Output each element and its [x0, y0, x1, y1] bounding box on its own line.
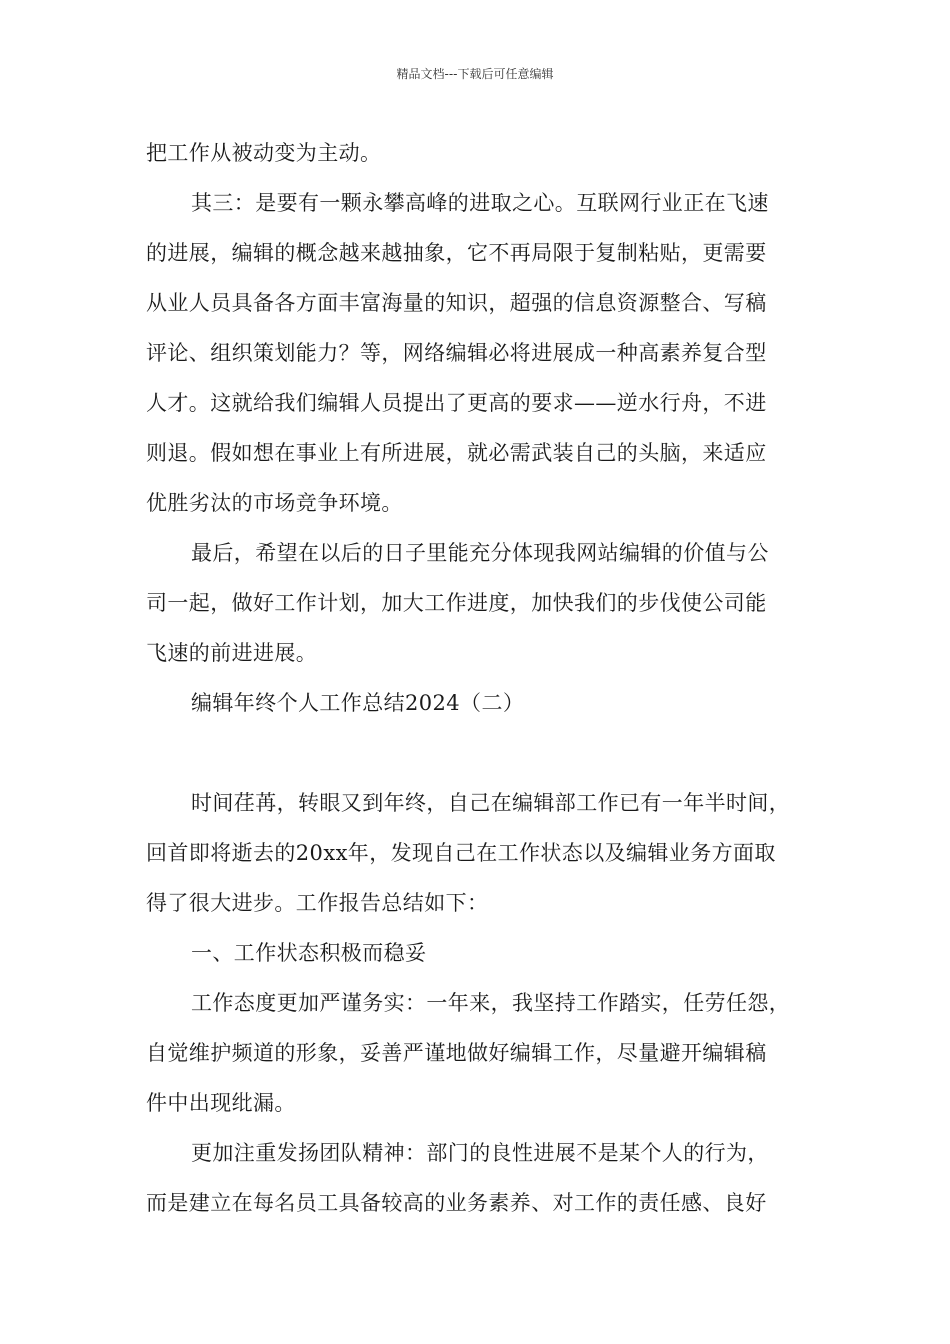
- text-line: 时间荏苒，转眼又到年终，自己在编辑部工作已有一年半时间，: [191, 791, 791, 815]
- text-line: 则退。假如想在事业上有所进展，就必需武装自己的头脑，来适应: [146, 441, 767, 465]
- text-line: 件中出现纰漏。: [146, 1091, 296, 1115]
- text-line: 而是建立在每名员工具备较高的业务素养、对工作的责任感、良好: [146, 1191, 767, 1215]
- document-body: [146, 128, 810, 1228]
- text-line: 的进展，编辑的概念越来越抽象，它不再局限于复制粘贴，更需要: [146, 241, 767, 265]
- text-line: 飞速的前进进展。: [146, 641, 318, 665]
- section-title: 编辑年终个人工作总结2024（二）: [191, 691, 525, 715]
- text-line: 最后，希望在以后的日子里能充分体现我网站编辑的价值与公: [191, 541, 769, 565]
- text-line: 从业人员具备各方面丰富海量的知识，超强的信息资源整合、写稿: [146, 291, 767, 315]
- page-header: 精品文档---下载后可任意编辑: [396, 67, 554, 81]
- text-line: 工作态度更加严谨务实：一年来，我坚持工作踏实，任劳任怨，: [191, 991, 791, 1015]
- text-line: 自觉维护频道的形象，妥善严谨地做好编辑工作，尽量避开编辑稿: [146, 1041, 767, 1065]
- text-line: 人才。这就给我们编辑人员提出了更高的要求——逆水行舟，不进: [146, 391, 767, 415]
- text-line: 优胜劣汰的市场竞争环境。: [146, 491, 403, 515]
- text-line: 把工作从被动变为主动。: [146, 141, 382, 165]
- text-line: 更加注重发扬团队精神：部门的良性进展不是某个人的行为，: [191, 1141, 769, 1165]
- text-line: 司一起，做好工作计划，加大工作进度，加快我们的步伐使公司能: [146, 591, 767, 615]
- text-line: 回首即将逝去的20xx年，发现自己在工作状态以及编辑业务方面取: [146, 841, 776, 865]
- text-line: 其三：是要有一颗永攀高峰的进取之心。互联网行业正在飞速: [191, 191, 769, 215]
- blank-line: [146, 728, 810, 778]
- text-line: 得了很大进步。工作报告总结如下：: [146, 891, 489, 915]
- text-line: 评论、组织策划能力？等，网络编辑必将进展成一种高素养复合型: [146, 341, 767, 365]
- subsection-heading: 一、工作状态积极而稳妥: [191, 941, 427, 965]
